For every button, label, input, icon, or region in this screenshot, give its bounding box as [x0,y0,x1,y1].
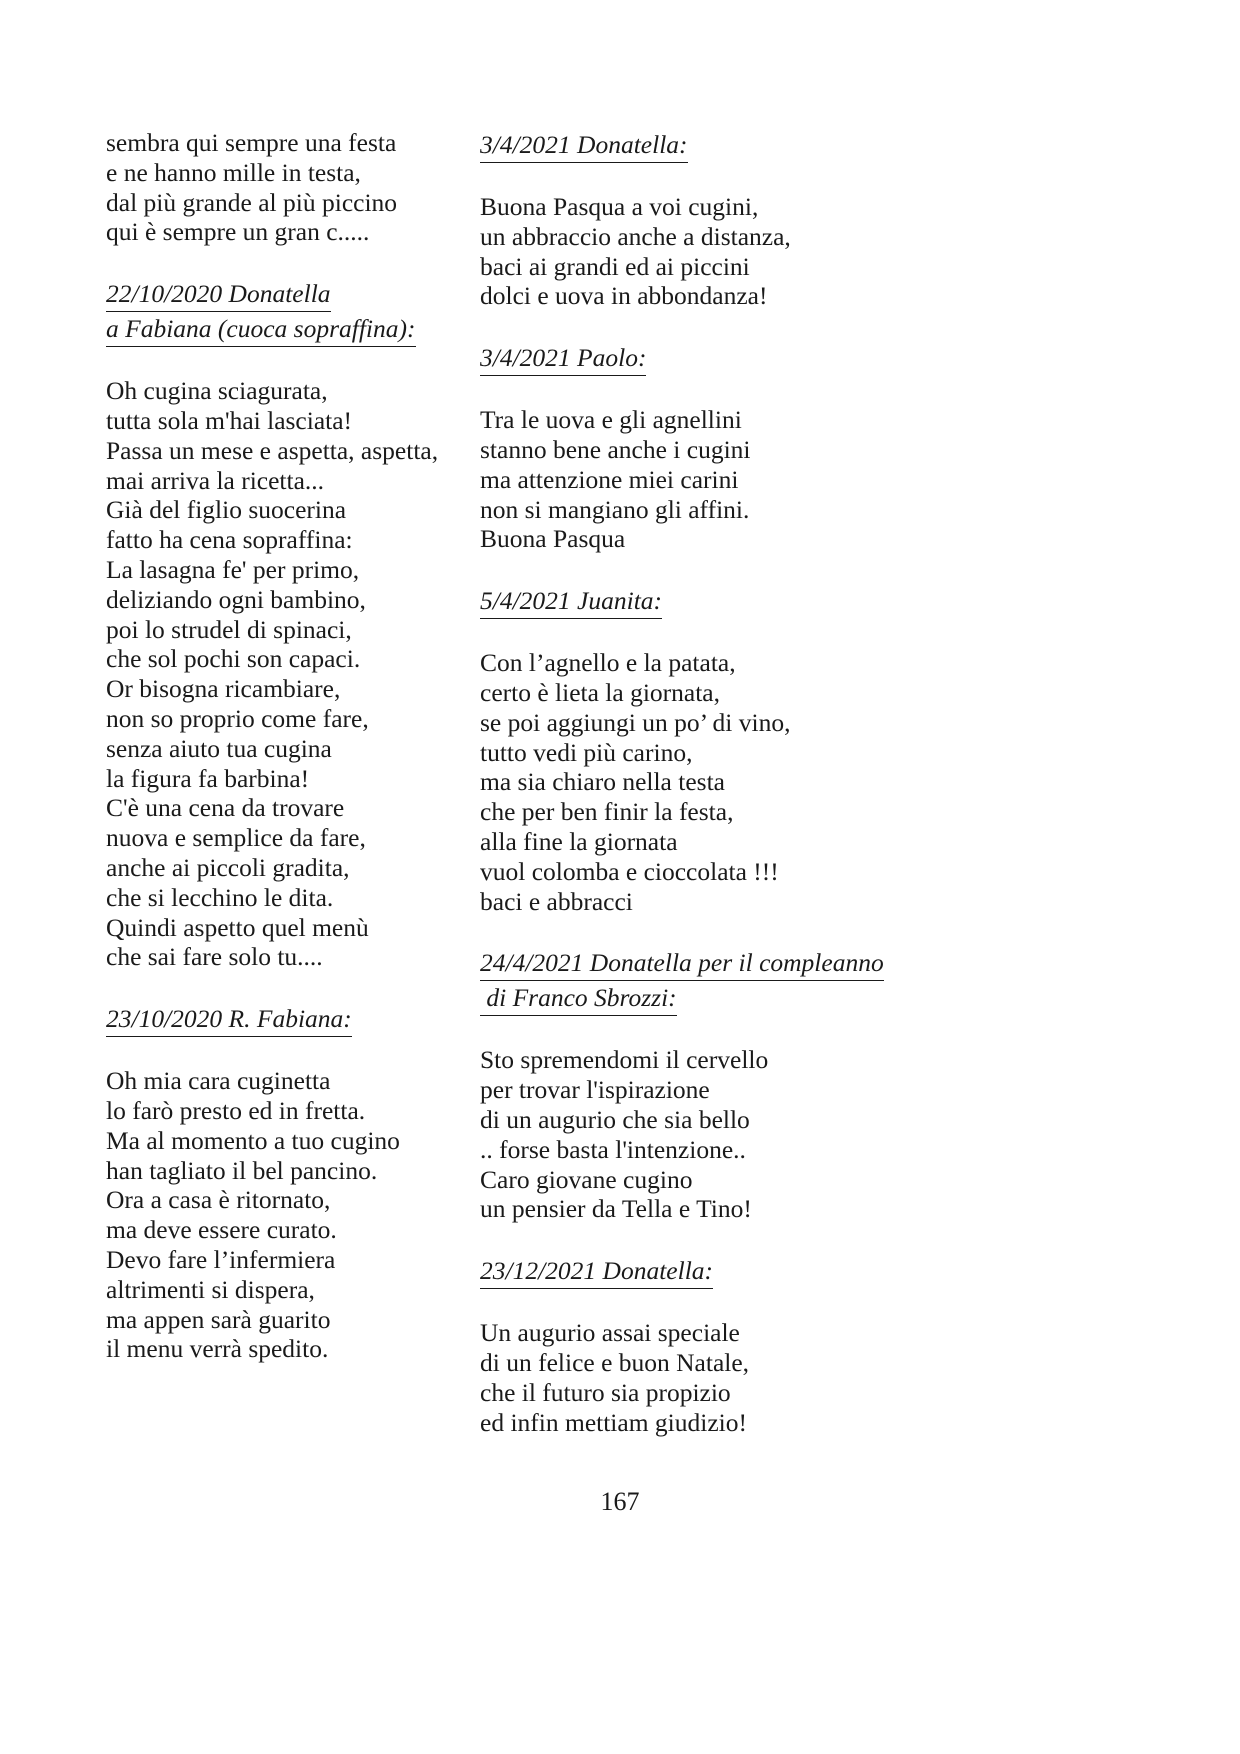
poem-line: fatto ha cena sopraffina: [106,525,353,555]
block-gap [480,1016,1030,1045]
entry-heading [480,946,1030,1016]
heading-text: 22/10/2020 Donatella [106,277,331,312]
poem-line: poi lo strudel di spinaci, [106,614,352,644]
poem-line: La lasagna fe' per primo, [106,554,360,584]
heading-line [106,312,470,347]
heading-line [480,1254,1030,1289]
poem-line: Buona Pasqua [480,524,626,554]
poem-line: che per ben finir la festa, [480,797,734,827]
poem-line: di un felice e buon Natale, [480,1347,750,1377]
poem-line: di un augurio che sia bello [480,1104,750,1134]
poem-line: dal più grande al più piccino [106,187,398,217]
entry-heading [106,1002,470,1037]
page-number: 167 [600,1487,640,1516]
poem-line: senza aiuto tua cugina [106,733,332,763]
poem-stanza [480,648,1030,916]
poem-line: un abbraccio anche a distanza, [480,221,791,251]
poem-stanza [106,128,470,247]
poem-stanza [106,376,470,972]
poem-line: Sto spremendomi il cervello [480,1045,769,1075]
page-columns [0,128,1240,1437]
entry-heading [106,277,470,347]
block-gap [480,163,1030,192]
poem-line: il menu verrà spedito. [106,1334,329,1364]
poem-line: Devo fare l’infermiera [106,1244,336,1274]
poem-line: anche ai piccoli gradita, [106,852,350,882]
poem-line: tutto vedi più carino, [480,737,693,767]
poem-line: nuova e semplice da fare, [106,823,366,853]
poem-line: che il futuro sia propizio [480,1377,731,1407]
poem-line: ed infin mettiam giudizio! [480,1407,747,1437]
block-gap [106,1037,470,1066]
poem-line: Tra le uova e gli agnellini [480,405,742,435]
poem-line: mai arriva la ricetta... [106,465,325,495]
poem-line: ma sia chiaro nella testa [480,767,725,797]
poem-line: Oh mia cara cuginetta [106,1066,331,1096]
poem-line: alla fine la giornata [480,826,678,856]
poem-stanza [106,1066,470,1364]
entry-heading [480,584,1030,619]
block-gap [480,619,1030,648]
heading-line [106,277,470,312]
heading-text: a Fabiana (cuoca sopraffina): [106,312,416,347]
poem-line: Oh cugina sciagurata, [106,376,328,406]
poem-line: Caro giovane cugino [480,1164,693,1194]
block-gap [480,1289,1030,1318]
poem-line: che sol pochi son capaci. [106,644,361,674]
poem-line: altrimenti si dispera, [106,1274,315,1304]
poem-line: Buona Pasqua a voi cugini, [480,192,759,221]
poem-line: Un augurio assai speciale [480,1318,740,1348]
heading-line [480,128,1030,163]
heading-text: 24/4/2021 Donatella per il compleanno [480,946,884,981]
block-gap [106,347,470,376]
poem-line: stanno bene anche i cugini [480,434,751,464]
poem-line: .. forse basta l'intenzione.. [480,1134,746,1164]
poem-stanza [480,192,1030,311]
entry-heading [480,341,1030,376]
poem-stanza [480,405,1030,554]
poem-line: Ma al momento a tuo cugino [106,1125,400,1155]
heading-line [480,584,1030,619]
poem-line: ma attenzione miei carini [480,464,739,494]
poem-line: tutta sola m'hai lasciata! [106,405,353,435]
poem-line: non so proprio come fare, [106,703,369,733]
poem-line: baci ai grandi ed ai piccini [480,251,750,281]
heading-line [106,1002,470,1037]
block-gap [480,376,1030,405]
poem-line: non si mangiano gli affini. [480,494,750,524]
poem-line: sembra qui sempre una festa [106,128,397,157]
poem-line: deliziando ogni bambino, [106,584,366,614]
heading-text: 3/4/2021 Donatella: [480,128,688,163]
poem-line: han tagliato il bel pancino. [106,1155,378,1185]
left-column [0,128,480,1364]
heading-text: 23/10/2020 R. Fabiana: [106,1002,352,1037]
poem-line: Ora a casa è ritornato, [106,1185,331,1215]
poem-line: certo è lieta la giornata, [480,677,720,707]
poem-line: vuol colomba e cioccolata !!! [480,856,779,886]
block-gap [106,972,470,1002]
poem-stanza [480,1045,1030,1224]
heading-text: 23/12/2021 Donatella: [480,1254,713,1289]
poem-line: Con l’agnello e la patata, [480,648,736,678]
entry-heading [480,1254,1030,1289]
heading-line [480,981,1030,1016]
poem-line: e ne hanno mille in testa, [106,157,361,187]
heading-text: 3/4/2021 Paolo: [480,341,646,376]
poem-line: la figura fa barbina! [106,763,310,793]
poem-line: lo farò presto ed in fretta. [106,1095,366,1125]
poem-line: un pensier da Tella e Tino! [480,1194,752,1224]
entry-heading [480,128,1030,163]
poem-line: ma appen sarà guarito [106,1304,331,1334]
poem-line: dolci e uova in abbondanza! [480,281,768,311]
poem-line: Quindi aspetto quel menù [106,912,369,942]
poem-line: Passa un mese e aspetta, aspetta, [106,435,439,465]
poem-line: ma deve essere curato. [106,1215,337,1245]
block-gap [106,247,470,277]
poem-line: se poi aggiungi un po’ di vino, [480,707,791,737]
poem-line: per trovar l'ispirazione [480,1075,710,1105]
poem-line: qui è sempre un gran c..... [106,217,370,247]
heading-text: 5/4/2021 Juanita: [480,584,662,619]
heading-line [480,341,1030,376]
heading-text: di Franco Sbrozzi: [480,981,677,1016]
poem-line: Già del figlio suocerina [106,495,347,525]
poem-line: che si lecchino le dita. [106,882,334,912]
poem-line: C'è una cena da trovare [106,793,345,823]
poem-line: che sai fare solo tu.... [106,942,323,972]
block-gap [480,311,1030,341]
poem-stanza [480,1318,1030,1437]
block-gap [480,916,1030,946]
poem-line: Or bisogna ricambiare, [106,674,341,704]
heading-line [480,946,1030,981]
block-gap [480,554,1030,584]
right-column [480,128,1040,1437]
block-gap [480,1224,1030,1254]
poem-line: baci e abbracci [480,886,633,916]
